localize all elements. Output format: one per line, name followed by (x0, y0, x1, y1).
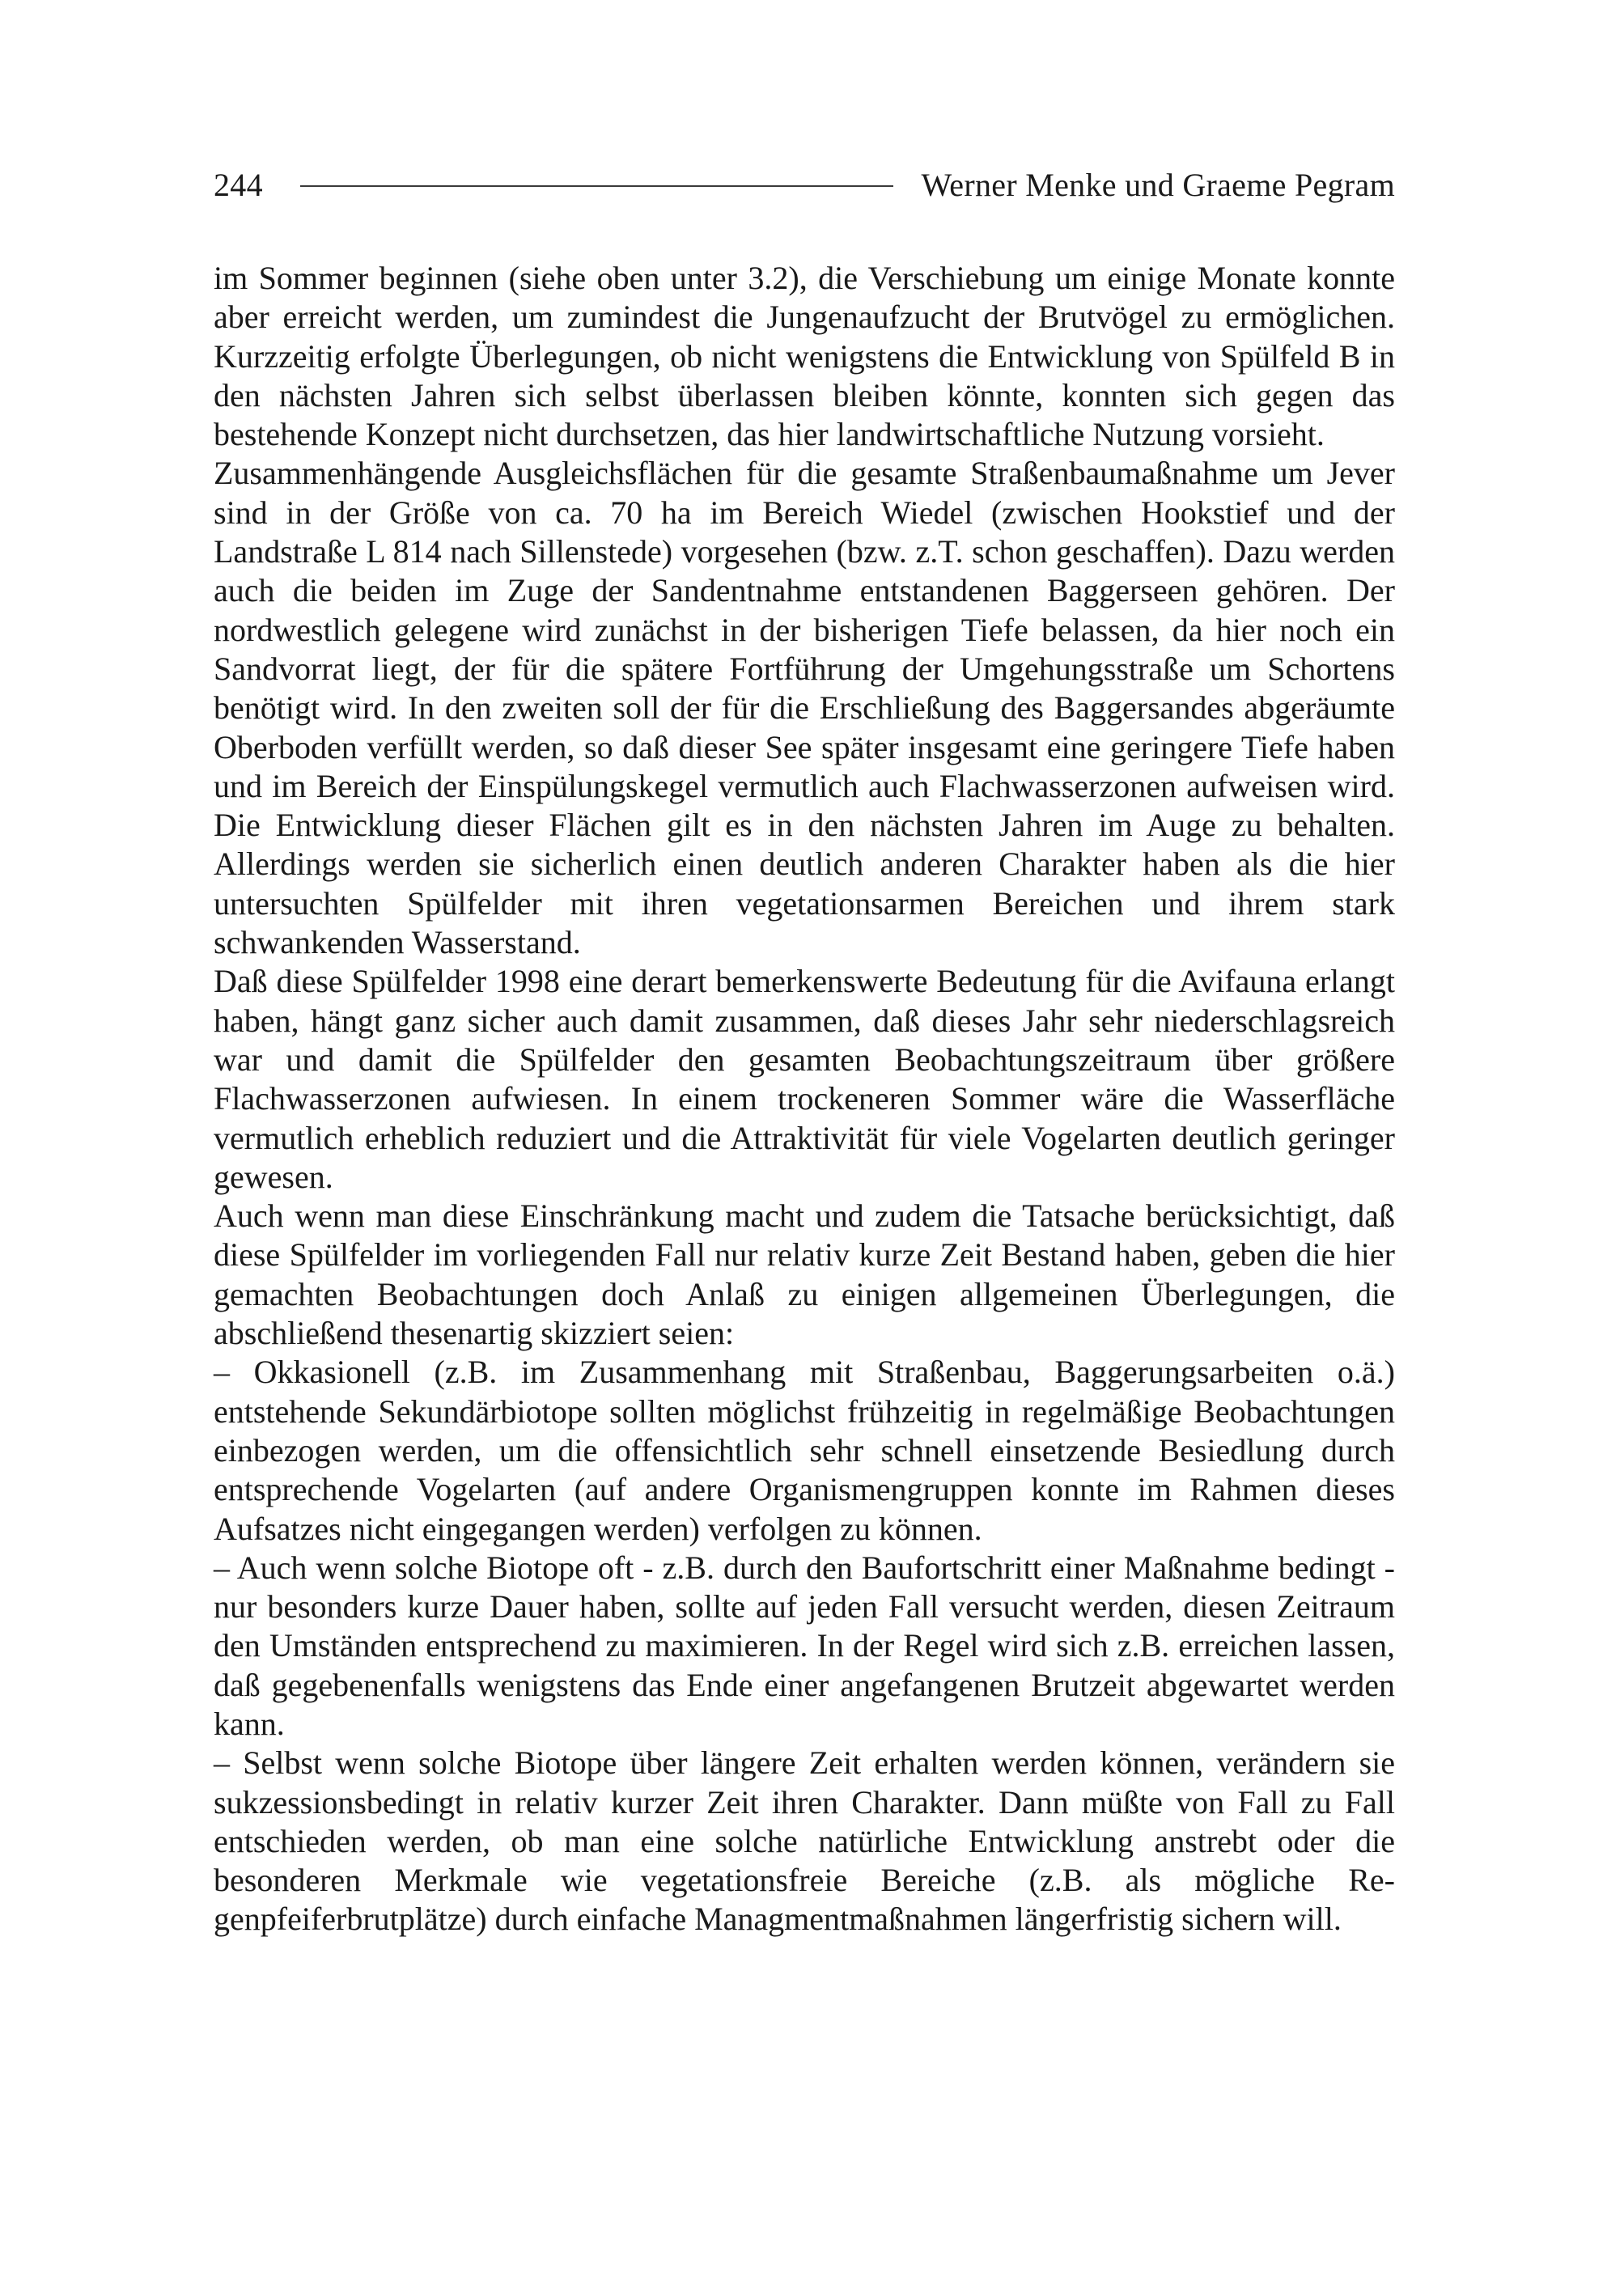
paragraph: Daß diese Spülfelder 1998 eine derart bemerkenswerte Bedeutung für die Avifauna erlangt haben, hängt ganz sicher auch damit zusammen, daß dieses Jahr sehr niederschlagsreich war und damit die Spülfelder den gesamten Beobachtungszeitraum über größere Flachwasserzonen aufwiesen. In einem trockeneren Sommer wäre die Wasserfläche vermutlich erheblich reduziert und die Attraktivität für viele Vogelarten deutlich geringer gewesen. (214, 963, 1395, 1195)
list-item-paragraph: – Selbst wenn solche Biotope über längere Zeit erhalten werden können, verändern sie sukzessionsbedingt in relativ kurzer Zeit ihren Charakter. Dann müßte von Fall zu Fall entschieden werden, ob man eine solche natürliche Entwicklung anstrebt oder die besonderen Merkmale wie vegetationsfreie Bereiche (z.B. als mögliche Regenpfeiferbrutplätze) durch einfache Managmentmaßnahmen längerfristig sichern will. (214, 1744, 1395, 1938)
body-text (214, 259, 1395, 1939)
list-item-paragraph: – Okkasionell (z.B. im Zusammenhang mit Straßenbau, Baggerungsarbeiten o.ä.) entstehende Sekundärbiotope sollten möglichst frühzeitig in regelmäßige Beobachtungen einbezogen werden, um die offensichtlich sehr schnell einsetzende Besiedlung durch entsprechende Vogelarten (auf andere Organismengruppen konnte im Rahmen dieses Aufsatzes nicht eingegangen werden) verfolgen zu können. (214, 1354, 1395, 1547)
running-header (214, 160, 1395, 209)
paragraph: Zusammenhängende Ausgleichsflächen für die gesamte Straßenbaumaßnahme um Jever sind in der Größe von ca. 70 ha im Bereich Wiedel (zwischen Hookstief und der Landstraße L 814 nach Sillenstede) vorgesehen (bzw. z.T. schon geschaffen). Dazu werden auch die beiden im Zuge der Sandentnahme entstandenen Baggerseen gehören. Der nordwestlich gelegene wird zunächst in der bisherigen Tiefe belassen, da hier noch ein Sandvorrat liegt, der für die spätere Fortführung der Umgehungsstraße um Schortens benötigt wird. In den zweiten soll der für die Erschließung des Baggersandes abgeräumte Oberboden verfüllt werden, so daß dieser See später insgesamt eine geringere Tiefe haben und im Bereich der Einspülungskegel vermutlich auch Flachwasserzonen aufweisen wird. Die Entwicklung dieser Flächen gilt es in den nächsten Jahren im Auge zu behalten. Allerdings werden sie sicherlich einen deutlich anderen Charakter haben als die hier untersuchten Spülfelder mit ihren vegetationsarmen Bereichen und ihrem stark schwankenden Wasserstand. (214, 455, 1395, 961)
running-title: Werner Menke und Graeme Pegram (921, 166, 1395, 203)
header-rule (300, 185, 894, 187)
list-item-paragraph: – Auch wenn solche Biotope oft - z.B. durch den Baufortschritt einer Maßnahme bedingt - nur besonders kurze Dauer haben, sollte auf jeden Fall versucht werden, diesen Zeitraum den Umständen entsprechend zu maximieren. In der Regel wird sich z.B. erreichen lassen, daß gegebenenfalls wenigstens das Ende einer angefangenen Brutzeit abgewartet werden kann. (214, 1549, 1395, 1742)
page-number: 244 (214, 166, 263, 203)
paragraph: im Sommer beginnen (siehe oben unter 3.2), die Verschiebung um einige Monate konnte aber erreicht werden, um zumindest die Jungenaufzucht der Brutvögel zu ermöglichen. Kurzzeitig erfolgte Überlegungen, ob nicht wenigstens die Entwicklung von Spülfeld B in den nächsten Jahren sich selbst überlassen bleiben könnte, konnten sich gegen das bestehende Konzept nicht durchsetzen, das hier landwirtschaftliche Nutzung vorsieht. (214, 260, 1395, 453)
paragraph: Auch wenn man diese Einschränkung macht und zudem die Tatsache berücksichtigt, daß diese Spülfelder im vorliegenden Fall nur relativ kurze Zeit Bestand haben, geben die hier gemachten Beobachtungen doch Anlaß zu einigen allgemeinen Überlegungen, die abschließend thesenartig skizziert seien: (214, 1197, 1395, 1352)
